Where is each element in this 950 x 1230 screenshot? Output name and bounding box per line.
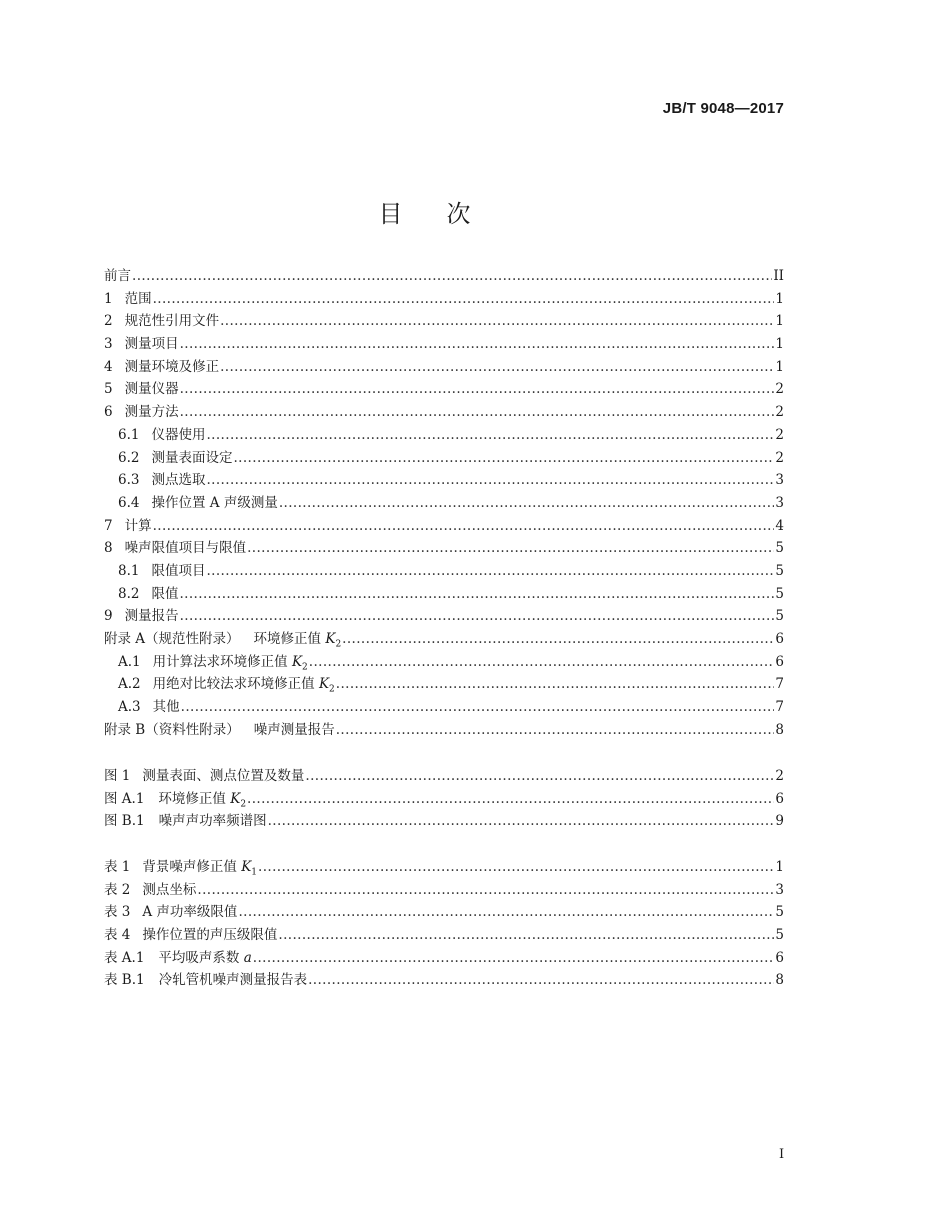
toc-entry-title: 冷轧管机噪声测量报告表	[158, 972, 308, 989]
toc-entry[interactable]	[104, 650, 784, 673]
toc-dot-leader	[247, 540, 774, 556]
toc-entry-title: 用计算法求环境修正值	[152, 653, 288, 670]
toc-entry[interactable]	[104, 672, 784, 695]
toc-entry-title: 环境修正值	[158, 790, 226, 807]
toc-entry-title: 测点选取	[151, 472, 206, 489]
toc-entry-number: 9	[104, 608, 113, 625]
toc-dot-leader	[153, 291, 775, 307]
toc-entry-number: 附录 B（资料性附录）	[104, 721, 240, 738]
toc-entry-number: 图 A.1	[104, 790, 145, 807]
toc-dot-leader	[258, 859, 774, 875]
toc-entry-title: 噪声限值项目与限值	[124, 540, 247, 557]
toc-entry-page: 5	[775, 608, 784, 625]
toc-dot-leader	[206, 563, 774, 579]
toc-entry-title: 环境修正值	[253, 631, 322, 647]
toc-entry-title: 测量方法	[124, 404, 179, 421]
toc-entry-page: 3	[775, 881, 784, 898]
toc-entry-number: 附录 A（规范性附录）	[104, 631, 240, 647]
toc-entry[interactable]	[104, 309, 784, 332]
toc-entry-title: 测量环境及修正	[124, 358, 220, 375]
toc-entry[interactable]	[104, 400, 784, 423]
toc-entry-title: 测量表面设定	[151, 449, 233, 466]
toc-entry-label	[118, 468, 205, 488]
toc-entry-label	[118, 491, 278, 511]
toc-entry-number: 表 4	[104, 927, 131, 944]
toc-entry-title: 测量表面、测点位置及数量	[142, 768, 305, 784]
toc-entry-title: 背景噪声修正值	[142, 859, 237, 875]
toc-entry-label	[104, 946, 252, 966]
toc-dot-leader	[309, 654, 775, 670]
footer-page-number: I	[779, 1147, 785, 1162]
toc-dot-leader	[308, 972, 774, 988]
toc-entry-page: 1	[775, 859, 784, 875]
toc-entry-label	[104, 400, 179, 420]
toc-entry-label	[104, 332, 179, 352]
toc-entry-symbol: K	[318, 676, 330, 693]
toc-entry-label	[118, 559, 205, 579]
toc-dot-leader	[180, 381, 775, 397]
toc-entry-label	[104, 377, 179, 397]
toc-entry[interactable]	[104, 377, 784, 400]
toc-entry-number: 4	[104, 358, 113, 375]
toc-entry-page: 2	[775, 768, 784, 784]
toc-entry-page: 5	[775, 904, 784, 921]
toc-entry-page: 2	[775, 426, 784, 443]
toc-contents	[104, 264, 784, 740]
toc-entry-page: 2	[775, 404, 784, 421]
toc-entry-title: A 声功率级限值	[142, 904, 238, 921]
toc-entry-label	[104, 787, 246, 810]
toc-dot-leader	[268, 813, 775, 829]
toc-entry-label	[104, 809, 267, 829]
toc-tables	[104, 855, 784, 991]
toc-entry-label	[104, 604, 179, 624]
toc-entry-title: 用绝对比较法求环境修正值	[152, 676, 315, 693]
toc-dot-leader	[206, 472, 774, 488]
toc-figures	[104, 764, 784, 832]
toc-entry-number: 图 1	[104, 768, 131, 784]
toc-entry-page: 5	[775, 927, 784, 944]
toc-dot-leader	[180, 608, 775, 624]
toc-entry-symbol: K	[325, 631, 336, 647]
toc-dot-leader	[238, 904, 774, 920]
toc-entry[interactable]	[104, 582, 784, 605]
toc-entry-number: 表 A.1	[104, 949, 145, 966]
toc-entry-label	[104, 718, 335, 738]
toc-entry-symbol: K	[291, 653, 303, 670]
toc-entry[interactable]	[104, 491, 784, 514]
toc-entry-page: 8	[775, 972, 784, 989]
toc-entry[interactable]	[104, 627, 784, 650]
toc-entry[interactable]	[104, 923, 784, 946]
toc-entry-label	[118, 672, 335, 695]
toc-entry-number: 6.1	[118, 426, 140, 443]
toc-entry-number: A.2	[118, 676, 141, 693]
toc-entry-number: 3	[104, 336, 113, 353]
toc-dot-leader	[179, 586, 774, 602]
toc-entry[interactable]	[104, 332, 784, 355]
toc-dot-leader	[279, 495, 775, 511]
toc-entry-number: A.3	[118, 699, 141, 716]
toc-entry-number: 表 3	[104, 904, 131, 921]
toc-entry[interactable]	[104, 287, 784, 310]
toc-entry-page: 6	[775, 653, 784, 670]
toc-entry-number: 8.2	[118, 585, 140, 602]
toc-entry-symbol-subscript: 2	[240, 799, 247, 810]
toc-entry-title: 测量项目	[124, 336, 179, 353]
toc-dot-leader	[153, 518, 775, 534]
toc-entry[interactable]	[104, 878, 784, 901]
toc-dot-leader	[247, 791, 774, 807]
toc-dot-leader	[305, 768, 774, 784]
toc-entry-page: 9	[775, 813, 784, 830]
toc-entry-title: 操作位置 A 声级测量	[151, 494, 278, 511]
toc-entry-title: 平均吸声系数	[158, 949, 240, 966]
toc-dot-leader	[336, 676, 775, 692]
toc-entry-title: 测点坐标	[142, 881, 197, 898]
toc-entry-title: 限值	[151, 585, 179, 602]
toc-dot-leader	[233, 450, 774, 466]
toc-entry[interactable]	[104, 514, 784, 537]
toc-entry-label	[118, 423, 205, 443]
toc-entry[interactable]	[104, 946, 784, 969]
toc-entry-number: A.1	[118, 653, 141, 670]
toc-entry-label	[104, 355, 219, 375]
toc-entry[interactable]	[104, 536, 784, 559]
toc-dot-leader	[180, 336, 775, 352]
toc-entry-title: 测量报告	[124, 608, 179, 625]
toc-entry-number: 5	[104, 381, 113, 398]
toc-dot-leader	[197, 882, 774, 898]
toc-entry-title: 操作位置的声压级限值	[142, 927, 278, 944]
toc-entry-page: 7	[775, 676, 784, 693]
toc-dot-leader	[220, 359, 774, 375]
toc-dot-leader	[336, 722, 775, 738]
toc-entry[interactable]	[104, 695, 784, 718]
toc-entry-number: 7	[104, 517, 113, 534]
toc-dot-leader	[253, 950, 775, 966]
toc-entry-page: 4	[775, 517, 784, 534]
toc-entry-label	[104, 968, 307, 988]
toc-entry[interactable]	[104, 764, 784, 787]
toc-entry-page: 5	[775, 585, 784, 602]
toc-entry-label	[104, 900, 237, 920]
toc-entry-symbol: K	[241, 859, 252, 875]
toc-entry-number: 2	[104, 313, 113, 330]
toc-entry-number: 表 B.1	[104, 972, 145, 989]
toc-entry[interactable]	[104, 968, 784, 991]
toc-entry-number: 表 2	[104, 881, 131, 898]
toc-entry-number: 表 1	[104, 859, 131, 875]
toc-entry[interactable]	[104, 809, 784, 832]
toc-entry-number: 6	[104, 404, 113, 421]
toc-entry-title: 限值项目	[151, 562, 206, 579]
toc-dot-leader	[220, 313, 774, 329]
toc-entry-title: 噪声声功率频谱图	[158, 813, 267, 830]
toc-entry-symbol-subscript: 1	[251, 867, 258, 878]
toc-entry-number: 8.1	[118, 562, 140, 579]
toc-entry[interactable]	[104, 264, 784, 287]
toc-entry-title: 测量仪器	[124, 381, 179, 398]
toc-entry-symbol: K	[230, 790, 241, 807]
toc-entry-page: 6	[775, 949, 784, 966]
toc-entry[interactable]	[104, 423, 784, 446]
toc-entry-label	[118, 446, 232, 466]
toc-entry-page: 7	[775, 699, 784, 716]
toc-entry[interactable]	[104, 718, 784, 741]
toc-entry[interactable]	[104, 355, 784, 378]
toc-entry-page: 3	[775, 472, 784, 489]
toc-entry-label	[104, 923, 277, 943]
toc-dot-leader	[132, 268, 772, 284]
page-title: 目次	[378, 200, 515, 228]
toc-entry[interactable]	[104, 900, 784, 923]
toc-entry-page: 1	[775, 358, 784, 375]
toc-dot-leader	[180, 404, 775, 420]
toc-entry-title: 规范性引用文件	[124, 313, 220, 330]
toc-entry-number: 8	[104, 540, 113, 557]
toc-entry-number: 6.4	[118, 494, 140, 511]
toc-entry-page: 6	[775, 631, 784, 647]
toc-entry-number: 6.3	[118, 472, 140, 489]
toc-entry-page: 2	[775, 449, 784, 466]
toc-entry-page: 1	[775, 290, 784, 307]
toc-entry-title: 前言	[104, 268, 131, 284]
toc-entry-title: 仪器使用	[151, 426, 206, 443]
toc-entry-label	[104, 878, 196, 898]
toc-entry-label	[104, 627, 341, 650]
toc-entry-label	[104, 287, 152, 307]
toc-entry-label	[104, 855, 257, 878]
toc-entry-symbol: a	[243, 949, 252, 966]
toc-entry[interactable]	[104, 446, 784, 469]
toc-entry[interactable]	[104, 559, 784, 582]
toc-entry-label	[104, 514, 152, 534]
toc-entry-label	[104, 309, 219, 329]
toc-entry-page: II	[773, 268, 784, 284]
toc-entry-page: 5	[775, 562, 784, 579]
toc-entry-symbol-subscript: 2	[329, 685, 335, 696]
toc-entry[interactable]	[104, 855, 784, 878]
toc-entry-page: 6	[775, 790, 784, 807]
toc-dot-leader	[206, 427, 774, 443]
toc-entry-page: 8	[775, 721, 784, 738]
toc-entry-page: 2	[775, 381, 784, 398]
toc-dot-leader	[181, 699, 775, 715]
toc-entry-page: 1	[775, 313, 784, 330]
toc-entry-symbol-subscript: 2	[335, 639, 342, 650]
toc-entry-number: 1	[104, 290, 113, 307]
toc-entry[interactable]	[104, 468, 784, 491]
toc-entry-label	[104, 264, 131, 284]
toc-entry-page: 3	[775, 494, 784, 511]
toc-entry-page: 5	[775, 540, 784, 557]
toc-entry-page: 1	[775, 336, 784, 353]
toc-entry[interactable]	[104, 604, 784, 627]
document-code: JB/T 9048—2017	[662, 100, 784, 117]
toc-entry-label	[118, 582, 178, 602]
toc-entry-label	[118, 695, 180, 715]
toc-entry-label	[118, 650, 308, 673]
toc-entry[interactable]	[104, 787, 784, 810]
toc-entry-label	[104, 764, 304, 784]
toc-dot-leader	[278, 927, 774, 943]
toc-entry-label	[104, 536, 246, 556]
toc-entry-title: 其他	[152, 699, 180, 716]
toc-entry-title: 噪声测量报告	[253, 721, 335, 738]
toc-entry-title: 范围	[124, 290, 152, 307]
toc-dot-leader	[342, 631, 774, 647]
toc-entry-symbol-subscript: 2	[302, 662, 308, 673]
toc-entry-title: 计算	[124, 517, 152, 534]
toc-entry-number: 图 B.1	[104, 813, 145, 830]
toc-entry-number: 6.2	[118, 449, 140, 466]
